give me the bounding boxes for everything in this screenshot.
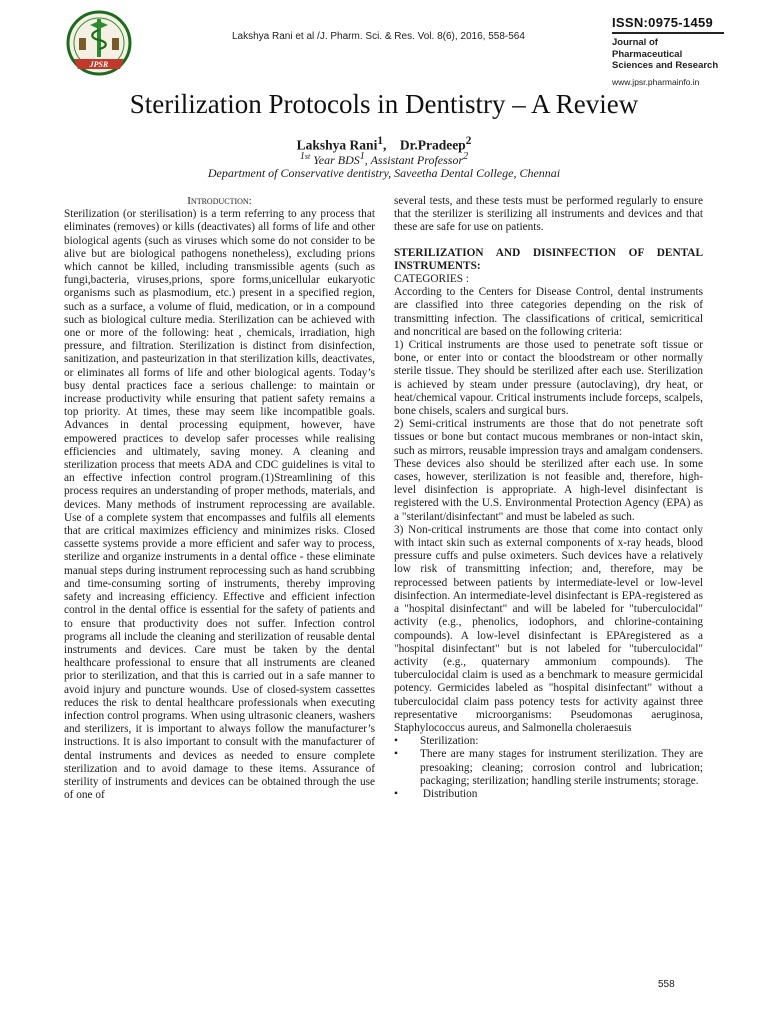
critical-instruments-paragraph: 1) Critical instruments are those used to penetrate soft tissue or bone, or enter into or contact the bloodstream or other normally sterile tissue. They should be sterilized after each use. Sterilization is achieved by steam under pressure (autoclaving), dry heat, or heat/chemical vapour. Critical instruments include forceps, scalpels, bone chisels, scalers and surgical burs. [394,339,703,418]
journal-info-box [612,15,724,87]
introduction-paragraph: Sterilization (or sterilisation) is a term referring to any process that eliminates (removes) or kills (deactivates) all forms of life and other biological agents (such as viruses which some do not consider to be alive but are biological pathogens nonetheless), excluding prions which cannot be killed, including transmissible agents (such as fungi,bacteria, viruses,prions, spore forms,unicellular eukaryotic organisms such as plasmodium, etc.) present in a specified region, such as a surface, a volume of fluid, medication, or in a compound such as biological culture media. Sterilization can be achieved with one or more of the following: heat , chemicals, irradiation, high pressure, and filtration. Sterilization is distinct from disinfection, sanitization, and pasteurization in that sterilization kills, deactivates, or eliminates all forms of life and other biological agents. Today’s busy dental practices face a serious challenge: to maintain or increase productivity while ensuring that patient safety remains a top priority. At times, these may seem like incompatible goals. Advances in dental processing equipment, however, have empowered practices to develop safer processes while realising efficiencies and ultimately, saving money. A cleaning and sterilization process that meets ADA and CDC guidelines is vital to an effective infection control program.(1)Streamlining of this process requires an understanding of proper methods, materials, and devices. Many methods of instrument reprocessing are available. Use of a complete system that encompasses and fulfils all elements that are critical maximizes efficiency and minimizes risks. Closed cassette systems provide a more efficient and safer way to process, sterilize and organize instruments in a dental office - these eliminate manual steps during instrument reprocessing such as hand scrubbing and time-consuming sorting of instruments, thereby improving safety and increasing efficiency. Effective and efficient infection control in the dental office is essential for the safety of patients and to ensure that productivity does not suffer. Infection control programs all include the cleaning and sterilization of reusable dental instruments and devices. Care must be taken by the dental healthcare professional to ensure that all instruments are cleaned prior to sterilization, and that this is carried out in a safe manner to avoid injury and puncture wounds. Use of closed-system cassettes reduces the risk to dental healthcare professionals when executing infection control programs. When using ultrasonic cleaners, washers and sterilizers, it is important to always follow the manufacturer’s instructions. It is also important to consult with the manufacturer of dental instruments and devices as needed to ensure complete sterilization and to avoid damage to these items. Assurance of sterility of instruments and devices can be obtained through the use of one of [64,208,375,802]
running-header-citation: Lakshya Rani et al /J. Pharm. Sci. & Res. Vol. 8(6), 2016, 558-564 [232,31,525,42]
role-text: Year BDS [310,153,360,167]
logo-text: JPSR [89,60,109,69]
left-column [64,195,375,802]
role-mark: 2 [463,151,469,162]
right-column [394,195,703,801]
journal-divider [612,32,724,34]
department-affiliation: Department of Conservative dentistry, Saveetha Dental College, Chennai [207,166,561,180]
section-heading-sterilization: STERILIZATION AND DISINFECTION OF DENTAL INSTRUMENTS: [394,246,703,272]
categories-label: CATEGORIES : [394,273,470,286]
author-affiliation-mark: 2 [465,135,472,147]
continued-paragraph: several tests, and these tests must be performed regularly to ensure that the sterilizer is sterilizing all instruments and devices and that these are safe for use on patients. [394,195,703,234]
list-item [394,735,703,748]
author-affiliation-mark: 1 [377,135,383,147]
role-mark: 1 [359,151,365,162]
list-item [394,788,703,801]
bullet-mark: • [394,787,398,800]
bullet-mark: • [394,735,398,748]
page-number: 558 [658,979,675,990]
author-name: Lakshya Rani [296,137,378,153]
ordinal-suffix: st [304,152,311,161]
categories-intro-paragraph: According to the Centers for Disease Control, dental instruments are classified into three categories depending on the risk of transmitting infection. The classifications of critical, semicritical and noncritical are based on the following criteria: [394,286,703,338]
role-text: , Assistant Professor [364,153,464,167]
author-name: Dr.Pradeep [399,137,466,153]
journal-name: Journal of Pharmaceutical Sciences and Research [612,37,719,71]
semi-critical-instruments-paragraph: 2) Semi-critical instruments are those that do not penetrate soft tissues or bone but contact mucous membranes or non-intact skin, such as mirrors, reusable impression trays and amalgam condensers. These devices also should be sterilized after each use. In some cases, however, sterilization is not feasible and, therefore, high-level disinfection is appropriate. A high-level disinfectant is registered with the U.S. Environmental Protection Agency (EPA) as a "sterilant/disinfectant" and must be labeled as such. [394,418,703,523]
journal-logo [66,10,132,76]
author-separator: , [382,137,400,153]
list-item [394,748,703,788]
list-item-text: Distribution [420,787,478,800]
issn-label: ISSN:0975-1459 [612,15,714,30]
role-mark: 1 [299,151,305,162]
non-critical-instruments-paragraph: 3) Non-critical instruments are those that come into contact only with intact skin such as external components of x-ray heads, blood pressure cuffs and pulse oximeters. Such devices have a relatively low risk of transmitting infection; and, therefore, may be reprocessed between patients by intermediate-level or low-level disinfection. An intermediate-level disinfectant is EPA-registered as a "hospital disinfectant" and will be labeled for "tuberculocidal" activity (e.g., phenolics, iodophors, and chlorine-containing compounds). A low-level disinfectant is EPAregistered as a "hospital disinfectant" but is not labeled for "tuberculocidal" activity (e.g., quaternary ammonium compounds). The tuberculocidal claim is used as a benchmark to measure germicidal potency. Germicides labeled as "hospital disinfectant" without a tuberculocidal claim pass potency tests for activity against three representative microorganisms: Pseudomonas aeruginosa, Staphylococcus aureus, and Salmonella choleraesuis [394,523,703,734]
section-heading-introduction: Introduction: [187,195,252,207]
list-item-text: There are many stages for instrument sterilization. They are presoaking; cleaning; corrosion control and lubrication; packaging; sterilization; handling sterile instruments; storage. [420,748,703,787]
journal-url[interactable]: www.jpsr.pharmainfo.in [612,76,700,87]
list-item-text: Sterilization: [420,735,479,748]
bullet-mark: • [394,748,398,761]
article-title: Sterilization Protocols in Dentistry – A Review [129,89,639,119]
